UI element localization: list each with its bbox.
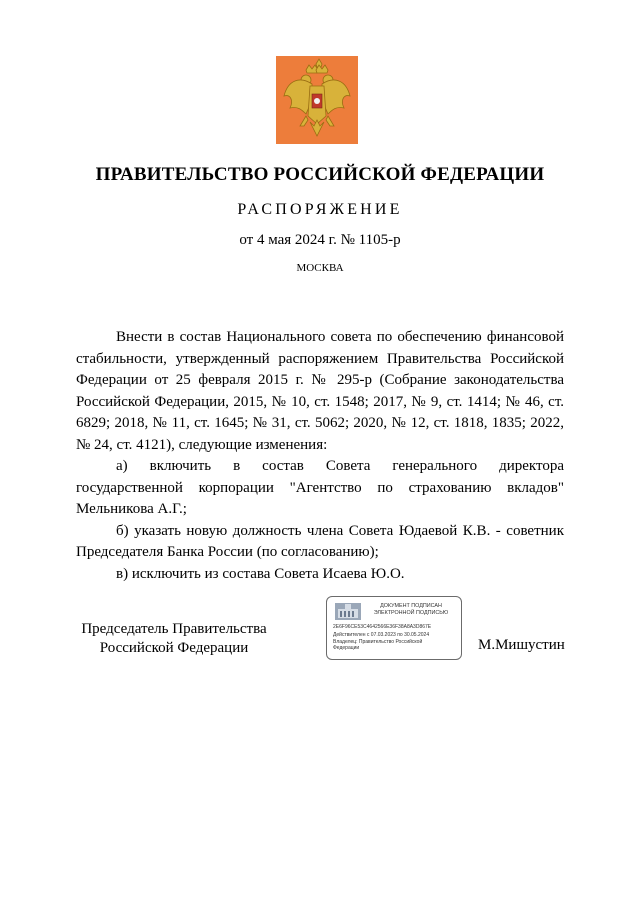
- stamp-certificate: 2E6F96CE53C4642566E36F38A8A3D867E: [333, 624, 432, 630]
- electronic-signature-stamp: [326, 596, 462, 660]
- stamp-heading-line: ДОКУМЕНТ ПОДПИСАН: [380, 603, 442, 609]
- document-type: РАСПОРЯЖЕНИЕ: [237, 201, 403, 218]
- stamp-owner: Владелец: Правительство Российской: [333, 639, 423, 645]
- body-paragraph: Внести в состав Национального совета по обеспечению финансовой стабильности, утвержденный распоряжением Правительства Российской Федерации от 25 февраля 2015 г. № 295-р (Собрание законодательства Российской Федерации, 2015, № 10, ст. 1548; 2017, № 9, ст. 1414; № 46, ст. 6829; 2018, № 11, ст. 1645; № 31, ст. 5062; 2020, № 12, ст. 1818, 1835; 2022, № 24, ст. 4121), следующие изменения:: [76, 329, 564, 453]
- document-city: МОСКВА: [296, 262, 344, 274]
- stamp-owner: Федерации: [333, 645, 360, 651]
- signatory-position-line: Российской Федерации: [99, 640, 249, 656]
- body-paragraph: в) исключить из состава Совета Исаева Ю.О.: [116, 565, 405, 582]
- signatory-position: [74, 620, 274, 658]
- signatory-name: М.Мишустин: [478, 637, 565, 653]
- document-body: [76, 327, 564, 585]
- russian-coat-of-arms-icon: [276, 56, 358, 144]
- government-building-icon: [335, 603, 361, 620]
- stamp-heading-line: ЭЛЕКТРОННОЙ ПОДПИСЬЮ: [373, 610, 449, 616]
- body-paragraph: б) указать новую должность члена Совета Юдаевой К.В. - советник Председателя Банка России (по согласованию);: [76, 522, 564, 560]
- body-paragraph: а) включить в состав Совета генерального директора государственной корпорации "Агентство по страхованию вкладов" Мельникова А.Г.;: [76, 458, 564, 517]
- stamp-heading: [363, 603, 459, 617]
- stamp-validity: Действителен с 07.03.2023 по 30.05.2024: [333, 632, 430, 638]
- document-date-number: от 4 мая 2024 г. № 1105-р: [239, 232, 401, 248]
- signatory-position-line: Председатель Правительства: [81, 621, 267, 637]
- government-title: ПРАВИТЕЛЬСТВО РОССИЙСКОЙ ФЕДЕРАЦИИ: [95, 164, 545, 185]
